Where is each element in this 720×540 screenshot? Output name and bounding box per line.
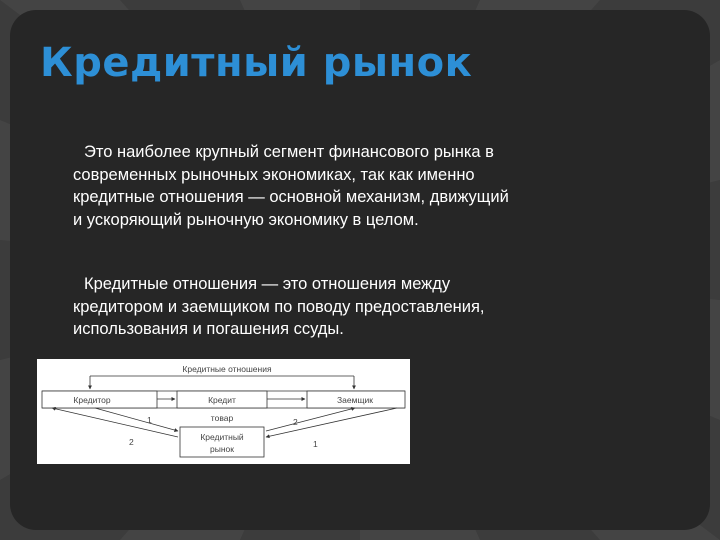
- market-label-line-1: Кредитный: [200, 432, 244, 442]
- flow-borrower-market: [266, 408, 397, 437]
- diagram-top-label: Кредитные отношения: [182, 364, 272, 374]
- flow-market-creditor: [52, 408, 178, 437]
- paragraph-line: и ускоряющий рыночную экономику в целом.: [73, 210, 419, 229]
- flow-number: 2: [293, 417, 298, 427]
- paragraph-line: современных рыночных экономиках, так как именно: [73, 165, 475, 184]
- credit-sublabel: товар: [210, 413, 234, 423]
- creditor-label: Кредитор: [73, 395, 111, 405]
- paragraph-line: Кредитные отношения — это отношения между: [84, 275, 451, 293]
- slide-title: Кредитный рынок: [40, 40, 473, 86]
- credit-label: Кредит: [208, 395, 236, 405]
- borrower-label: Заемщик: [337, 395, 373, 405]
- paragraph-line: Это наиболее крупный сегмент финансового рынка в: [84, 143, 494, 161]
- flow-number: 1: [147, 415, 152, 425]
- paragraph-line: кредитные отношения — основной механизм, движущий: [73, 188, 509, 206]
- paragraph-line: использования и погашения ссуды.: [73, 320, 344, 338]
- credit-relations-diagram: [37, 359, 410, 464]
- paragraph-credit-relations: [73, 273, 613, 341]
- paragraph-definition: [73, 141, 613, 231]
- paragraph-line: кредитором и заемщиком по поводу предоставления,: [73, 297, 485, 316]
- flow-number: 2: [129, 437, 134, 447]
- market-label-line-2: рынок: [210, 444, 234, 454]
- flow-number: 1: [313, 439, 318, 449]
